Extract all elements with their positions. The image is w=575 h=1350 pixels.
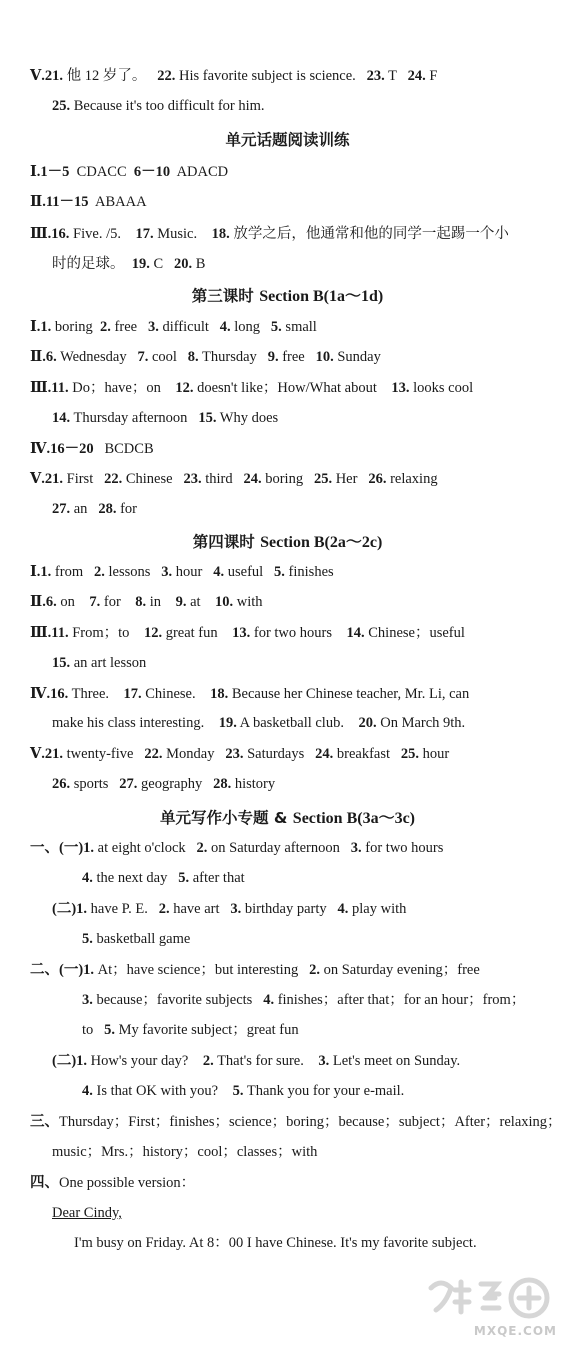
answer-text: make his class interesting. <box>52 715 219 731</box>
answer-text: history <box>231 776 276 792</box>
answer-text: On March 9th. <box>376 715 466 731</box>
item-number: (二)1. <box>52 1053 88 1069</box>
item-number: Ⅴ.21. <box>30 471 64 487</box>
item-number: Ⅱ.11－15 <box>30 194 89 210</box>
answer-text: At；have science；but interesting <box>94 962 310 978</box>
item-number: 25. <box>313 471 333 487</box>
item-number: 14. <box>52 410 71 426</box>
item-number: 3. <box>318 1053 330 1069</box>
answer-text: One possible version： <box>59 1175 196 1191</box>
item-number: 13. <box>232 625 251 641</box>
item-number: 19. <box>131 256 150 272</box>
item-number: 2. <box>309 962 320 978</box>
answer-line <box>82 1018 565 1042</box>
answer-text: free <box>278 349 316 365</box>
answer-text: His favorite subject is science. <box>175 68 367 84</box>
answer-text: A basketball club. <box>236 715 359 731</box>
item-number: 2. <box>202 1053 214 1069</box>
answer-line <box>82 1079 565 1103</box>
answer-line <box>52 252 565 276</box>
answer-text: with <box>233 594 263 610</box>
answer-line <box>30 64 565 88</box>
answer-text: in <box>146 594 176 610</box>
item-number: 8. <box>135 594 147 610</box>
answer-text: Music. <box>153 226 212 242</box>
item-number: 24. <box>315 746 334 762</box>
answer-line <box>30 590 565 614</box>
answer-text: Because it's too difficult for him. <box>70 98 265 114</box>
answer-text: after that <box>189 870 245 886</box>
item-number: 26. <box>368 471 387 487</box>
answer-text: useful <box>224 564 275 580</box>
answer-text: Thursday；First；finishes；science；boring；because；subject；After；relaxing； <box>59 1114 562 1130</box>
item-number: 4. <box>82 870 93 886</box>
item-number: 12. <box>175 380 194 396</box>
answer-line <box>52 711 565 735</box>
answer-line <box>82 866 565 890</box>
item-number: 3. <box>147 319 159 335</box>
answer-line <box>82 927 565 951</box>
answer-text: small <box>281 319 317 335</box>
item-number: 23. <box>225 746 244 762</box>
answer-text: for two hours <box>250 625 347 641</box>
answer-text: at <box>186 594 216 610</box>
answer-text: on Saturday evening；free <box>319 962 480 978</box>
answer-text: for two hours <box>361 840 444 856</box>
answer-text: Monday <box>162 746 226 762</box>
answer-line <box>30 621 565 645</box>
section-heading <box>0 530 575 554</box>
item-number: 3. <box>82 992 93 1008</box>
item-number: 2. <box>196 840 208 856</box>
answer-text: doesn't like；How/What about <box>193 380 392 396</box>
item-number: Ⅴ.21. <box>30 68 64 84</box>
answer-line <box>30 376 565 400</box>
answer-text: From；to <box>68 625 144 641</box>
answer-text: 放学之后，他通常和他的同学一起踢一个小 <box>229 226 509 242</box>
answer-text: Let's meet on Sunday. <box>329 1053 461 1069</box>
answer-text: because；favorite subjects <box>92 992 264 1008</box>
item-number: 5. <box>104 1022 116 1038</box>
item-number: 28. <box>213 776 232 792</box>
item-number: 19. <box>218 715 237 731</box>
item-number: Ⅱ.6. <box>30 594 57 610</box>
answer-text: an <box>70 501 99 517</box>
answer-text: basketball game <box>92 931 191 947</box>
item-number: 9. <box>175 594 187 610</box>
answer-text: Sunday <box>333 349 381 365</box>
item-number: 3. <box>161 564 173 580</box>
answer-text: for <box>116 501 137 517</box>
section-heading-code: Section B(3a～3c) <box>292 810 416 827</box>
answer-text: I'm busy on Friday. At 8：00 I have Chinese. It's my favorite subject. <box>74 1235 477 1251</box>
answer-text: boring <box>51 319 101 335</box>
answer-line <box>30 958 565 982</box>
answer-text: on <box>56 594 90 610</box>
answer-text: Her <box>332 471 369 487</box>
answer-text: finishes <box>284 564 334 580</box>
answer-line <box>30 560 565 584</box>
answer-line <box>30 345 565 369</box>
answer-line <box>52 1140 565 1164</box>
item-number: 18. <box>211 226 230 242</box>
answer-text: cool <box>148 349 188 365</box>
answer-text: Do；have；on <box>68 380 176 396</box>
answer-line <box>30 190 565 214</box>
answer-text: Why does <box>216 410 279 426</box>
item-number: 23. <box>366 68 385 84</box>
section-heading-code: Section B(2a～2c) <box>260 534 383 551</box>
item-number: (二)1. <box>52 901 88 917</box>
item-number: 四、 <box>30 1175 59 1191</box>
answer-text: difficult <box>158 319 220 335</box>
section-heading-label: 第四课时 <box>192 533 261 551</box>
item-number: 5. <box>270 319 282 335</box>
answer-text: lessons <box>104 564 162 580</box>
item-number: 2. <box>100 319 111 335</box>
item-number: Ⅳ.16. <box>30 686 69 702</box>
item-number: 6－10 <box>133 164 171 180</box>
answer-text: finishes；after that；for an hour；from； <box>274 992 526 1008</box>
item-number: 4. <box>263 992 275 1008</box>
answer-text: boring <box>261 471 314 487</box>
item-number: 23. <box>183 471 202 487</box>
item-number: 20. <box>174 256 193 272</box>
item-number: 7. <box>89 594 101 610</box>
item-number: 22. <box>157 68 176 84</box>
item-number: Ⅱ.6. <box>30 349 57 365</box>
item-number: 17. <box>135 226 154 242</box>
item-number: Ⅳ.16－20 <box>30 441 94 457</box>
answer-text: free <box>110 319 148 335</box>
item-number: 二、(一)1. <box>30 962 95 978</box>
item-number: 4. <box>219 319 231 335</box>
answer-text: to <box>82 1022 105 1038</box>
item-number: 24. <box>243 471 262 487</box>
answer-text: 时的足球。 <box>52 256 132 272</box>
answer-line <box>52 772 565 796</box>
answer-text: play with <box>348 901 407 917</box>
answer-line <box>30 742 565 766</box>
answer-text: First <box>63 471 105 487</box>
item-number: Ⅴ.21. <box>30 746 64 762</box>
item-number: 一、(一)1. <box>30 840 95 856</box>
answer-text: ADACD <box>170 164 229 180</box>
answer-line <box>52 497 565 521</box>
answer-line <box>30 222 565 246</box>
answer-text: Chinese <box>122 471 184 487</box>
answer-line <box>52 1049 565 1073</box>
item-number: 14. <box>346 625 365 641</box>
answer-text: F <box>425 68 438 84</box>
answer-text: hour <box>419 746 450 762</box>
item-number: 三、 <box>30 1114 59 1130</box>
item-number: 4. <box>213 564 225 580</box>
answer-text: have P. E. <box>87 901 159 917</box>
item-number: 27. <box>119 776 138 792</box>
item-number: 20. <box>358 715 377 731</box>
answer-text: sports <box>70 776 120 792</box>
answer-text: on Saturday afternoon <box>207 840 351 856</box>
item-number: 24. <box>407 68 426 84</box>
answer-line <box>52 1201 565 1225</box>
item-number: 5. <box>232 1083 244 1099</box>
answer-line <box>30 1171 565 1195</box>
item-number: Ⅲ.16. <box>30 226 70 242</box>
item-number: 2. <box>158 901 170 917</box>
item-number: Ⅲ.11. <box>30 380 69 396</box>
section-heading-code: Section B(1a～1d) <box>259 288 384 305</box>
item-number: 9. <box>267 349 279 365</box>
answer-text: T <box>384 68 408 84</box>
answer-text: Dear Cindy, <box>52 1205 122 1221</box>
section-heading-label: 单元写作小专题 & <box>159 809 293 827</box>
answer-text: breakfast <box>333 746 401 762</box>
item-number: 18. <box>210 686 229 702</box>
answer-text: B <box>192 256 206 272</box>
answer-text: an art lesson <box>70 655 147 671</box>
item-number: 13. <box>391 380 410 396</box>
answer-text: ABAAA <box>88 194 147 210</box>
answer-text: from <box>51 564 94 580</box>
item-number: 28. <box>98 501 117 517</box>
answer-line <box>30 315 565 339</box>
answer-text: Five. /5. <box>69 226 136 242</box>
item-number: 5. <box>82 931 93 947</box>
section-heading-label: 第三课时 <box>191 287 260 305</box>
section-heading <box>0 128 575 152</box>
answer-text: twenty-five <box>63 746 145 762</box>
section-heading <box>0 284 575 308</box>
answer-line <box>30 836 565 860</box>
answer-text: Thursday afternoon <box>70 410 199 426</box>
answer-text: music；Mrs.；history；cool；classes；with <box>52 1144 318 1160</box>
answer-text: at eight o'clock <box>94 840 197 856</box>
answer-line <box>82 988 565 1012</box>
answer-line <box>74 1231 565 1255</box>
answer-text: third <box>201 471 244 487</box>
answer-line <box>52 897 565 921</box>
answer-text: Saturdays <box>243 746 316 762</box>
item-number: 25. <box>400 746 420 762</box>
section-heading-label: 单元话题阅读训练 <box>225 131 350 149</box>
item-number: 22. <box>144 746 163 762</box>
item-number: 15. <box>198 410 217 426</box>
answer-text: Thursday <box>198 349 268 365</box>
section-heading <box>0 806 575 830</box>
answer-text: Because her Chinese teacher, Mr. Li, can <box>228 686 470 702</box>
item-number: Ⅰ.1. <box>30 319 52 335</box>
item-number: 10. <box>315 349 334 365</box>
answer-text: for <box>100 594 136 610</box>
item-number: 26. <box>52 776 71 792</box>
answer-text: How's your day? <box>87 1053 203 1069</box>
answer-text: the next day <box>92 870 179 886</box>
item-number: Ⅰ.1. <box>30 564 52 580</box>
answer-line <box>30 437 565 461</box>
item-number: Ⅲ.11. <box>30 625 69 641</box>
answer-text: BCDCB <box>93 441 154 457</box>
item-number: 2. <box>93 564 105 580</box>
answer-line <box>30 682 565 706</box>
answer-line <box>30 467 565 491</box>
answer-text: have art <box>169 901 231 917</box>
item-number: 7. <box>137 349 149 365</box>
item-number: 17. <box>123 686 142 702</box>
answer-text: birthday party <box>241 901 338 917</box>
answer-text: Three. <box>68 686 124 702</box>
answer-text: 他 12 岁了。 <box>63 68 158 84</box>
item-number: 3. <box>230 901 242 917</box>
item-number: 5. <box>274 564 285 580</box>
answer-line <box>52 94 565 118</box>
item-number: 15. <box>52 655 71 671</box>
answer-text: Thank you for your e-mail. <box>243 1083 405 1099</box>
answer-line <box>30 160 565 184</box>
answer-line <box>52 406 565 430</box>
item-number: 10. <box>215 594 234 610</box>
answer-text: C <box>149 256 175 272</box>
answer-text: Wednesday <box>56 349 138 365</box>
watermark-text: MXQE.COM <box>473 1324 557 1338</box>
answer-text: geography <box>137 776 214 792</box>
answer-line <box>30 1110 565 1134</box>
answer-text: Chinese. <box>141 686 211 702</box>
answer-text: That's for sure. <box>213 1053 319 1069</box>
answer-text: Chinese；useful <box>364 625 465 641</box>
answer-text: looks cool <box>409 380 474 396</box>
item-number: 3. <box>350 840 362 856</box>
answer-text: long <box>230 319 271 335</box>
answer-text: CDACC <box>69 164 134 180</box>
answer-text: hour <box>172 564 214 580</box>
answer-line <box>52 651 565 675</box>
item-number: 25. <box>52 98 71 114</box>
item-number: 4. <box>337 901 349 917</box>
answer-text: relaxing <box>386 471 438 487</box>
item-number: 4. <box>82 1083 93 1099</box>
answer-text: Is that OK with you? <box>92 1083 233 1099</box>
item-number: 12. <box>143 625 163 641</box>
item-number: Ⅰ.1－5 <box>30 164 70 180</box>
item-number: 8. <box>187 349 199 365</box>
answer-text: My favorite subject；great fun <box>115 1022 299 1038</box>
item-number: 22. <box>104 471 123 487</box>
answer-text: great fun <box>162 625 233 641</box>
item-number: 27. <box>52 501 71 517</box>
item-number: 5. <box>178 870 190 886</box>
